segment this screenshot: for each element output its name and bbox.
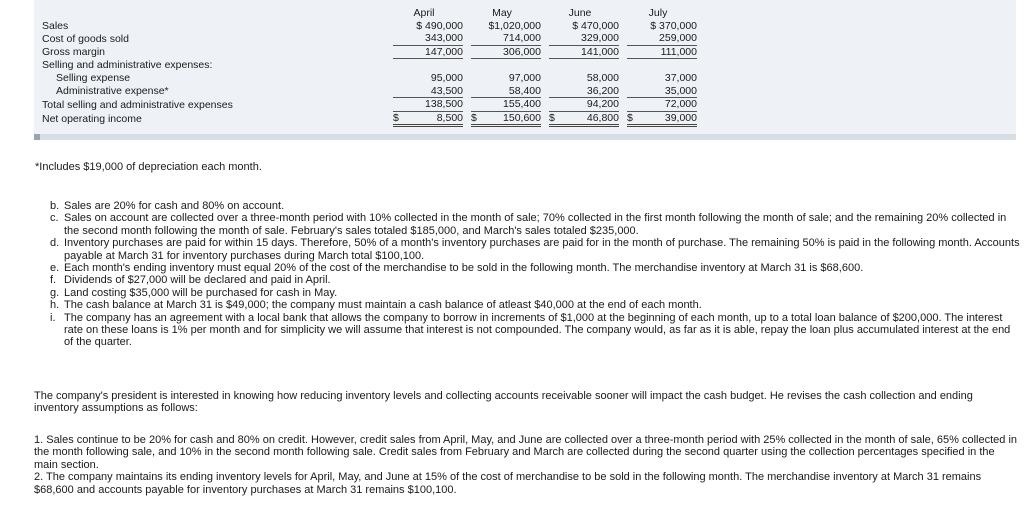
cell-value: 147,000 — [393, 46, 463, 60]
row-label: Sales — [42, 19, 69, 32]
table-row-sga-heading — [42, 59, 697, 72]
cell-value: $ 470,000 — [572, 19, 619, 32]
list-item — [50, 299, 1020, 311]
table-row-total-sga — [42, 98, 697, 112]
cell-value: 97,000 — [508, 71, 541, 84]
cell-value: 43,500 — [393, 85, 463, 99]
row-label: Administrative expense* — [56, 85, 169, 98]
list-item — [50, 212, 1020, 237]
row-label: Net operating income — [42, 113, 142, 126]
cell-value: 8,500 — [436, 111, 463, 124]
dollar-sign: $ — [627, 111, 633, 124]
cell-value: 714,000 — [471, 32, 541, 46]
dollar-sign: $ — [549, 111, 555, 124]
item-text: Dividends of $27,000 will be declared and paid in April. — [64, 274, 331, 287]
table-header-row — [42, 7, 697, 20]
list-item — [50, 274, 1020, 286]
item-text: The company has an agreement with a local bank that allows the company to borrow in increments of $1,000 at the beginning of each month, up to a total loan balance of $200,000. The interest rate on these loans is 1% per month and for simplicity we will assume that interest is not compounded. The company would, as far as it is able, repay the loan plus accumulated interest at the end of the quarter. — [64, 311, 1011, 349]
cell-value: 329,000 — [549, 32, 619, 46]
cell-value: 58,000 — [586, 71, 619, 84]
item-key: e. — [50, 262, 60, 275]
month-header-april: April — [413, 7, 435, 19]
cell-value: 306,000 — [471, 46, 541, 60]
revisions-list — [34, 434, 1019, 496]
list-item — [50, 262, 1020, 274]
table-row-gross-margin — [42, 46, 697, 60]
month-header-june: June — [568, 7, 592, 19]
item-key: b. — [50, 200, 60, 212]
row-label: Selling expense — [56, 71, 131, 84]
table-row-admin-expense — [42, 85, 697, 99]
item-key: g. — [50, 286, 60, 299]
month-header-july: July — [648, 7, 668, 19]
cell-value: 155,400 — [471, 98, 541, 112]
item-key: h. — [50, 299, 60, 312]
list-item — [50, 312, 1020, 349]
cell-value: 36,200 — [549, 85, 619, 99]
row-label: Selling and administrative expenses: — [42, 59, 213, 72]
list-item — [50, 237, 1020, 262]
cell-value: 343,000 — [393, 32, 463, 46]
table-row-cogs — [42, 32, 697, 46]
cell-value: $ 370,000 — [650, 19, 697, 32]
cell-value: 150,600 — [503, 111, 541, 124]
item-text: Sales on account are collected over a three-month period with 10% collected in the month of sale; 70% collected in the first month following the month of sale; and the remaining 20% collected in the second month following the month of sale. February's sales totaled $185,000, and March's sales totaled $235,000. — [64, 212, 1007, 237]
cell-value: 58,400 — [471, 85, 541, 99]
cell-value: 138,500 — [393, 98, 463, 112]
item-text: Inventory purchases are paid for within 15 days. Therefore, 50% of a month's inventory purchases are paid for in the month of purchase. The remaining 50% is paid in the following month. Accounts payable at March 31 for inventory purchases during March total $100,100. — [64, 237, 1020, 262]
revision-item-1: 1. Sales continue to be 20% for cash and 80% on credit. However, credit sales from April, May, and June are collected over a three-month period with 25% collected in the month of sale, 65% collected in the month following sale, and 10% in the second month following sale. Credit sales from February and March are collected during the second quarter using the collection percentages specified in the main section. — [34, 434, 1018, 471]
row-label: Gross margin — [42, 46, 106, 59]
dollar-sign: $ — [471, 111, 477, 124]
revision-item-2: 2. The company maintains its ending inventory levels for April, May, and June at 15% of the cost of merchandise to be sold in the following month. The merchandise inventory at March 31 remains $68,600 and accounts payable for inventory purchases at March 31 remains $100,100. — [34, 471, 982, 496]
dollar-sign: $ — [393, 111, 399, 124]
row-label: Cost of goods sold — [42, 32, 129, 45]
cell-value: 39,000 — [664, 111, 697, 124]
depreciation-footnote: *Includes $19,000 of depreciation each month. — [35, 161, 262, 173]
cell-value: 94,200 — [549, 98, 619, 112]
income-statement-table — [42, 7, 697, 127]
cell-value: 141,000 — [549, 46, 619, 60]
month-header-may: May — [492, 7, 512, 19]
item-text: Sales are 20% for cash and 80% on account. — [64, 200, 285, 212]
row-label: Total selling and administrative expenses — [42, 98, 233, 111]
cell-value: 72,000 — [627, 98, 697, 112]
list-item — [50, 200, 1020, 212]
cell-value: 111,000 — [627, 46, 697, 60]
cell-value: 35,000 — [627, 85, 697, 99]
item-text: Land costing $35,000 will be purchased for cash in May. — [64, 286, 338, 299]
cell-value: 95,000 — [430, 71, 463, 84]
table-row-selling-expense — [42, 72, 697, 85]
item-key: i. — [50, 311, 56, 324]
table-row-net-operating-income — [42, 112, 697, 128]
scrollbar-thumb[interactable] — [34, 134, 40, 140]
header-label-cell — [42, 7, 385, 20]
president-paragraph: The company's president is interested in knowing how reducing inventory levels and collecting accounts receivable sooner will impact the cash budget. He revises the cash collection and ending inventory assumptions as follows: — [34, 390, 973, 415]
cell-value: 259,000 — [627, 32, 697, 46]
assumptions-list — [50, 200, 1020, 349]
horizontal-scrollbar[interactable] — [34, 134, 1016, 140]
cell-value: 46,800 — [586, 111, 619, 124]
table-row-sales — [42, 20, 697, 33]
cell-value: $1,020,000 — [488, 19, 541, 32]
item-key: c. — [50, 212, 59, 225]
cell-value: 37,000 — [664, 71, 697, 84]
cell-value: $ 490,000 — [416, 19, 463, 32]
list-item — [50, 287, 1020, 299]
item-key: f. — [50, 274, 57, 287]
item-text: Each month's ending inventory must equal 20% of the cost of the merchandise to be sold in the following month. The merchandise inventory at March 31 is $68,600. — [64, 262, 864, 275]
item-text: The cash balance at March 31 is $49,000; the company must maintain a cash balance of atleast $40,000 at the end of each month. — [64, 299, 702, 312]
item-key: d. — [50, 237, 60, 250]
